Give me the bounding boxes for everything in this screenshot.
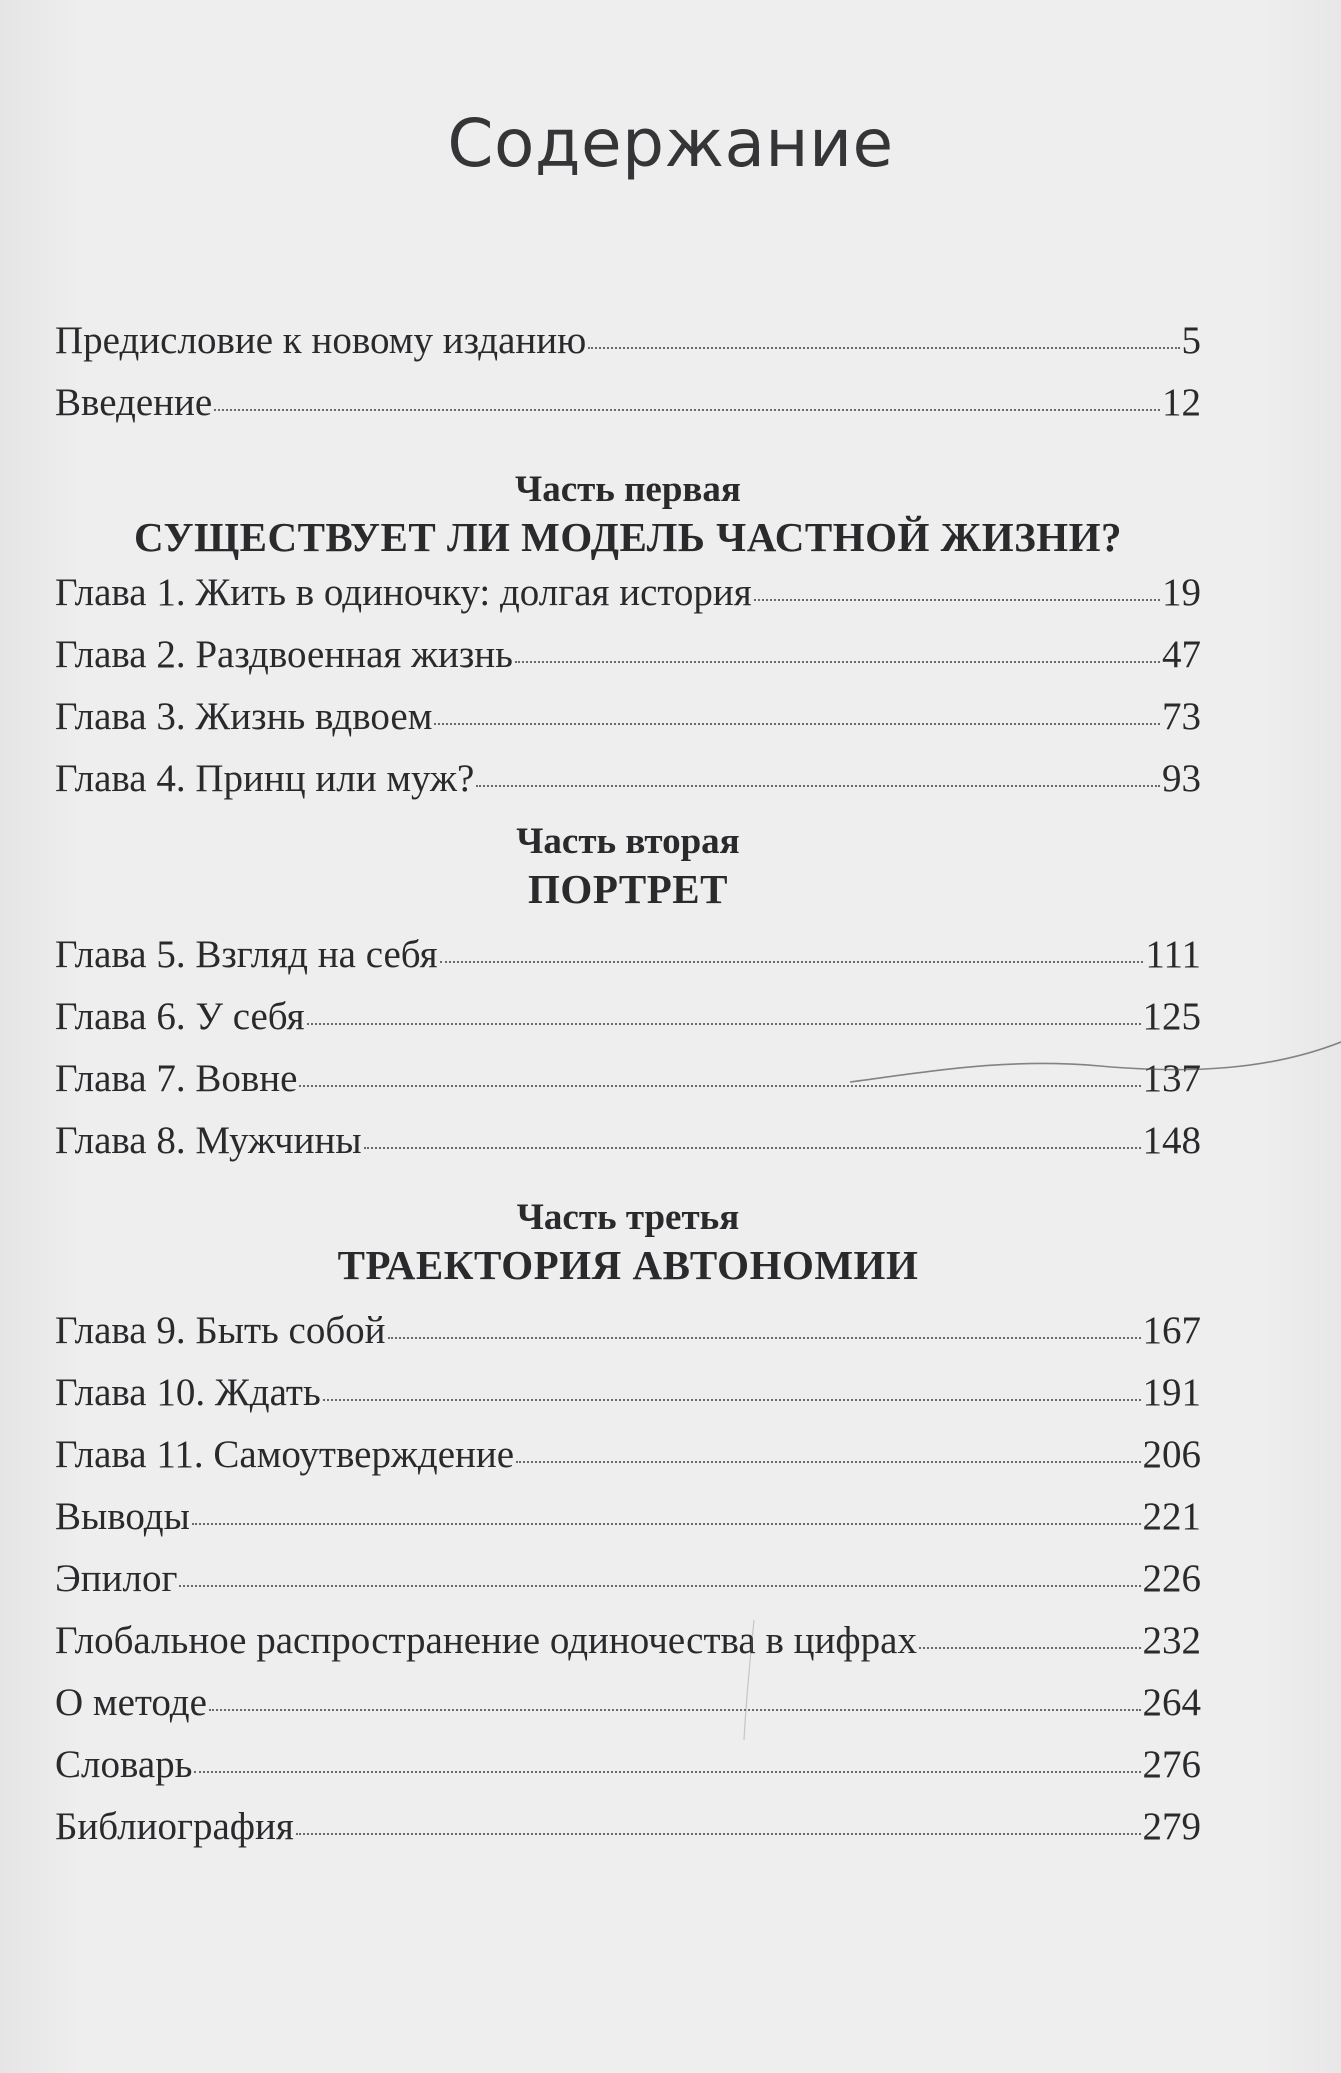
dot-leader — [434, 722, 1160, 725]
toc-entry-label: Глава 6. У себя — [55, 995, 305, 1038]
dot-leader — [516, 1460, 1140, 1463]
toc-entry — [55, 1610, 1201, 1672]
dot-leader — [754, 598, 1160, 601]
toc-entry-label: Глава 10. Ждать — [55, 1371, 321, 1414]
part-title: СУЩЕСТВУЕТ ЛИ МОДЕЛЬ ЧАСТНОЙ ЖИЗНИ? — [133, 514, 1123, 560]
toc-entry-label: Глава 9. Быть собой — [55, 1309, 386, 1352]
toc-entry-label: Глава 3. Жизнь вдвоем — [55, 695, 433, 738]
part-name: Часть третья — [516, 1197, 740, 1238]
toc-entry — [55, 1300, 1201, 1362]
toc-entry-page: 167 — [1142, 1309, 1201, 1352]
page-title: Содержание — [447, 105, 894, 182]
dot-leader — [307, 1022, 1141, 1025]
toc-entry-page: 226 — [1142, 1557, 1201, 1600]
toc-entry-label: Глава 2. Раздвоенная жизнь — [55, 633, 513, 676]
dot-leader — [515, 660, 1160, 663]
dot-leader — [179, 1584, 1140, 1587]
toc-entry — [55, 562, 1201, 624]
toc-entry — [55, 748, 1201, 810]
part-heading — [55, 1196, 1201, 1290]
toc-entry-page: 221 — [1142, 1495, 1201, 1538]
dot-leader — [588, 346, 1179, 349]
toc-entry-label: Глава 4. Принц или муж? — [55, 757, 475, 800]
toc-entry-label: О методе — [55, 1681, 207, 1724]
toc-entry — [55, 924, 1201, 986]
toc-entry-label: Глава 1. Жить в одиночку: долгая история — [55, 571, 752, 614]
toc-entry-label: Выводы — [55, 1495, 190, 1538]
dot-leader — [476, 784, 1160, 787]
toc-entry-page: 5 — [1181, 319, 1201, 362]
part-heading — [55, 468, 1201, 562]
toc-entry-label: Библиография — [55, 1805, 294, 1848]
toc-entry-page: 191 — [1142, 1371, 1201, 1414]
toc-entry-page: 93 — [1162, 757, 1201, 800]
toc-entry — [55, 1362, 1201, 1424]
toc-entry-page: 12 — [1162, 381, 1201, 424]
dot-leader — [364, 1146, 1141, 1149]
toc-entry-page: 264 — [1142, 1681, 1201, 1724]
dot-leader — [440, 960, 1144, 963]
toc-entry-label: Глава 11. Самоутверждение — [55, 1433, 515, 1476]
dot-leader — [194, 1770, 1140, 1773]
toc-entry-label: Эпилог — [55, 1557, 178, 1600]
part-heading — [55, 820, 1201, 914]
toc-entry-page: 125 — [1142, 995, 1201, 1038]
toc-entry — [55, 1672, 1201, 1734]
toc-entry-page: 206 — [1142, 1433, 1201, 1476]
toc-entry-label: Глобальное распространение одиночества в цифрах — [55, 1619, 917, 1662]
pencil-mark — [850, 1030, 1341, 1090]
toc-entry — [55, 1110, 1201, 1172]
dot-leader — [323, 1398, 1141, 1401]
toc-entry-label: Словарь — [55, 1743, 193, 1786]
toc-entry-page: 47 — [1162, 633, 1201, 676]
dot-leader — [919, 1646, 1141, 1649]
part-name: Часть первая — [515, 469, 741, 510]
part-name: Часть вторая — [516, 821, 740, 862]
toc-entry-page: 73 — [1162, 695, 1201, 738]
toc-entry — [55, 624, 1201, 686]
toc-entry-label: Глава 5. Взгляд на себя — [55, 933, 438, 976]
toc-entry-page: 111 — [1145, 933, 1201, 976]
toc-entry-label: Предисловие к новому изданию — [55, 319, 587, 362]
toc-entry-label: Глава 8. Мужчины — [55, 1119, 362, 1162]
toc-entry — [55, 310, 1201, 372]
toc-entry-label: Введение — [55, 381, 213, 424]
toc-entry-page: 148 — [1142, 1119, 1201, 1162]
toc-entry-page: 19 — [1162, 571, 1201, 614]
toc-entry — [55, 1548, 1201, 1610]
dot-leader — [209, 1708, 1141, 1711]
pencil-mark — [740, 1620, 760, 1740]
dot-leader — [296, 1832, 1141, 1835]
part-title: ПОРТРЕТ — [528, 866, 728, 912]
toc-entry — [55, 1486, 1201, 1548]
toc-entry-label: Глава 7. Вовне — [55, 1057, 298, 1100]
toc-entry-page: 232 — [1142, 1619, 1201, 1662]
toc-entry — [55, 1796, 1201, 1858]
dot-leader — [214, 408, 1160, 411]
toc-entry — [55, 372, 1201, 434]
dot-leader — [388, 1336, 1141, 1339]
part-title: ТРАЕКТОРИЯ АВТОНОМИИ — [337, 1242, 919, 1288]
toc-entry-page: 276 — [1142, 1743, 1201, 1786]
toc-entry — [55, 1424, 1201, 1486]
toc-entry — [55, 1734, 1201, 1796]
toc-entry — [55, 686, 1201, 748]
toc-entry-page: 279 — [1142, 1805, 1201, 1848]
dot-leader — [192, 1522, 1141, 1525]
toc-entry-page: 137 — [1142, 1057, 1201, 1100]
